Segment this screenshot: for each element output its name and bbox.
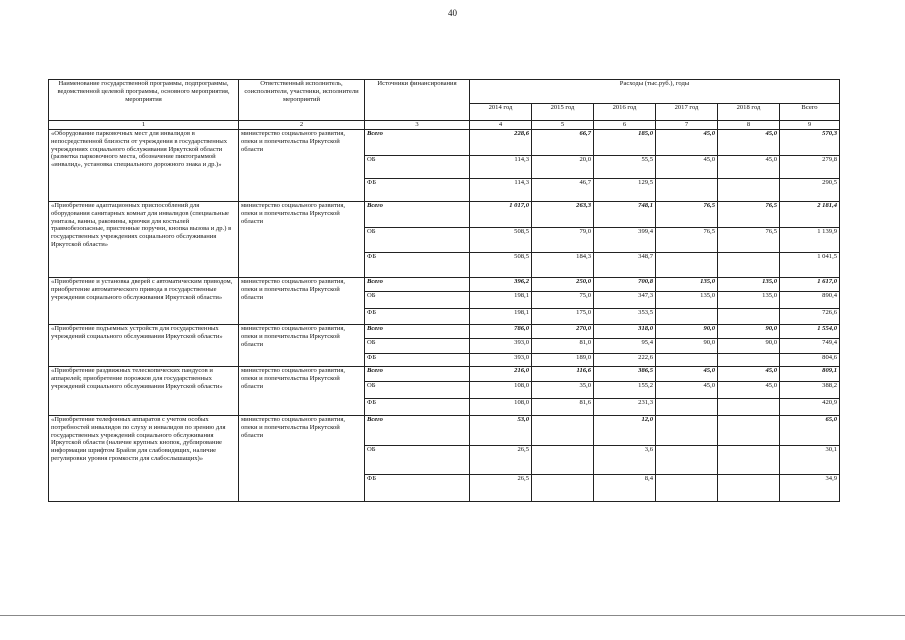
value-cell-2015: 250,0 <box>532 278 594 292</box>
measure-executor: министерство социального развития, опеки и попечительства Иркутской области <box>239 130 365 202</box>
value-cell-2017: 45,0 <box>656 367 718 382</box>
funding-source-label: Всего <box>367 325 383 332</box>
funding-source <box>365 253 470 278</box>
funding-source-label: ОБ <box>367 156 376 163</box>
value-cell-2017 <box>656 253 718 278</box>
header-executor: Ответственный исполнитель, соисполнители, участники, исполнители мероприятий <box>239 80 365 121</box>
value-cell-2014: 393,0 <box>470 354 532 367</box>
value-cell-2016: 748,1 <box>594 202 656 228</box>
value-cell-2015: 66,7 <box>532 130 594 156</box>
funding-source <box>365 354 470 367</box>
measure-name: «Оборудование парковочных мест для инвалидов в непосредственной близости от учреждения в государственных учреждениях социального обслуживания Иркутской области (разметка парковочного места, обозначение пиктограммой «инвалид», установка специального дорожного знака и др.)» <box>49 130 239 202</box>
header-expenses: Расходы (тыс.руб.), годы <box>470 80 840 104</box>
value-cell-2018 <box>718 416 780 446</box>
header-year: 2016 год <box>594 104 656 121</box>
value-cell-2016: 12,0 <box>594 416 656 446</box>
value-cell-2016: 347,3 <box>594 292 656 309</box>
value-cell-2015: 79,0 <box>532 228 594 253</box>
value-cell-2014: 508,5 <box>470 253 532 278</box>
value-cell-2018: 45,0 <box>718 156 780 179</box>
value-cell-2018: 45,0 <box>718 367 780 382</box>
value-cell-2016: 155,2 <box>594 382 656 399</box>
value-cell-2018 <box>718 399 780 416</box>
page-bottom-edge <box>0 615 905 616</box>
value-cell-2015: 20,0 <box>532 156 594 179</box>
funding-source <box>365 130 470 156</box>
header-year: 2014 год <box>470 104 532 121</box>
funding-source <box>365 292 470 309</box>
table-row <box>49 202 840 228</box>
table-row <box>49 416 840 446</box>
column-number: 8 <box>718 121 780 130</box>
value-cell-2018: 135,0 <box>718 278 780 292</box>
value-cell-2015: 175,0 <box>532 309 594 325</box>
value-cell-total: 570,3 <box>780 130 840 156</box>
funding-source <box>365 228 470 253</box>
value-cell-2018 <box>718 309 780 325</box>
column-number: 1 <box>49 121 239 130</box>
value-cell-2017: 135,0 <box>656 292 718 309</box>
funding-source-label: Всего <box>367 416 383 423</box>
funding-source-label: ОБ <box>367 228 376 235</box>
value-cell-2014: 228,6 <box>470 130 532 156</box>
value-cell-2018 <box>718 354 780 367</box>
funding-source <box>365 325 470 339</box>
value-cell-2017: 76,5 <box>656 202 718 228</box>
value-cell-2017 <box>656 179 718 202</box>
value-cell-2018 <box>718 475 780 502</box>
column-number: 9 <box>780 121 840 130</box>
measure-executor: министерство социального развития, опеки и попечительства Иркутской области <box>239 416 365 502</box>
budget-table <box>48 79 840 502</box>
funding-source-label: ФБ <box>367 354 376 361</box>
funding-source-label: Всего <box>367 130 383 137</box>
funding-source-label: ФБ <box>367 179 376 186</box>
value-cell-2015: 81,6 <box>532 399 594 416</box>
funding-source <box>365 399 470 416</box>
value-cell-total: 726,6 <box>780 309 840 325</box>
value-cell-2014: 1 017,0 <box>470 202 532 228</box>
value-cell-2014: 53,0 <box>470 416 532 446</box>
funding-source-label: Всего <box>367 367 383 374</box>
value-cell-2017: 90,0 <box>656 339 718 354</box>
measure-executor: министерство социального развития, опеки и попечительства Иркутской области <box>239 278 365 325</box>
value-cell-2014: 198,1 <box>470 309 532 325</box>
funding-source-label: Всего <box>367 278 383 285</box>
value-cell-total: 1 617,0 <box>780 278 840 292</box>
value-cell-2018: 76,5 <box>718 228 780 253</box>
value-cell-2015: 75,0 <box>532 292 594 309</box>
value-cell-2016: 348,7 <box>594 253 656 278</box>
table-row <box>49 367 840 382</box>
value-cell-2016: 95,4 <box>594 339 656 354</box>
value-cell-2014: 508,5 <box>470 228 532 253</box>
value-cell-2017: 90,0 <box>656 325 718 339</box>
column-number: 3 <box>365 121 470 130</box>
measure-executor: министерство социального развития, опеки и попечительства Иркутской области <box>239 202 365 278</box>
value-cell-2016: 353,5 <box>594 309 656 325</box>
funding-source <box>365 416 470 446</box>
funding-source-label: Всего <box>367 202 383 209</box>
value-cell-2017 <box>656 416 718 446</box>
measure-name: «Приобретение адаптационных приспособлений для оборудования санитарных комнат для инвалидов (специальные унитазы, ванны, раковины, крючки для костылей травмобезопасные, пристенные поручни, кнопка вызова и др.) в государственных учреждениях социального обслуживания Иркутской области» <box>49 202 239 278</box>
value-cell-2017 <box>656 475 718 502</box>
value-cell-2016: 3,6 <box>594 446 656 475</box>
value-cell-2017 <box>656 399 718 416</box>
value-cell-2015: 263,3 <box>532 202 594 228</box>
value-cell-2015: 189,0 <box>532 354 594 367</box>
value-cell-total: 65,0 <box>780 416 840 446</box>
column-number: 2 <box>239 121 365 130</box>
funding-source <box>365 202 470 228</box>
value-cell-2018: 45,0 <box>718 130 780 156</box>
measure-name: «Приобретение подъемных устройств для государственных учреждений социального обслуживания Иркутской области» <box>49 325 239 367</box>
header-year: 2018 год <box>718 104 780 121</box>
funding-source <box>365 446 470 475</box>
funding-source-label: ОБ <box>367 446 376 453</box>
value-cell-2016: 129,5 <box>594 179 656 202</box>
funding-source <box>365 475 470 502</box>
value-cell-2016: 8,4 <box>594 475 656 502</box>
value-cell-2017: 135,0 <box>656 278 718 292</box>
header-total: Всего <box>780 104 840 121</box>
value-cell-2017 <box>656 446 718 475</box>
value-cell-total: 1 041,5 <box>780 253 840 278</box>
funding-source-label: ОБ <box>367 292 376 299</box>
funding-source-label: ОБ <box>367 382 376 389</box>
value-cell-total: 290,5 <box>780 179 840 202</box>
value-cell-total: 804,6 <box>780 354 840 367</box>
value-cell-2015: 116,6 <box>532 367 594 382</box>
value-cell-2014: 396,2 <box>470 278 532 292</box>
funding-source <box>365 179 470 202</box>
value-cell-2018: 45,0 <box>718 382 780 399</box>
measure-name: «Приобретение телефонных аппаратов с учетом особых потребностей инвалидов по слуху и инвалидов по зрению для государственных учреждений социального обслуживания Иркутской области (наличие крупных кнопок, дублирование информации шрифтом Брайля для слабовидящих, наличие регулировки уровня громкости для слабослышащих)» <box>49 416 239 502</box>
value-cell-total: 1 554,0 <box>780 325 840 339</box>
funding-source <box>365 367 470 382</box>
value-cell-2014: 26,5 <box>470 475 532 502</box>
value-cell-2014: 393,0 <box>470 339 532 354</box>
page-number: 40 <box>448 8 457 18</box>
column-number: 6 <box>594 121 656 130</box>
measure-executor: министерство социального развития, опеки и попечительства Иркутской области <box>239 367 365 416</box>
value-cell-2018 <box>718 179 780 202</box>
column-number: 7 <box>656 121 718 130</box>
value-cell-2014: 114,3 <box>470 179 532 202</box>
value-cell-2017: 45,0 <box>656 382 718 399</box>
value-cell-2015 <box>532 446 594 475</box>
funding-source-label: ОБ <box>367 339 376 346</box>
table-row <box>49 130 840 156</box>
value-cell-2014: 26,5 <box>470 446 532 475</box>
value-cell-2018: 90,0 <box>718 325 780 339</box>
funding-source-label: ФБ <box>367 399 376 406</box>
measure-name: «Приобретение и установка дверей с автоматическим приводом, приобретение автоматического привода в государственные учреждения социального обслуживания Иркутской области» <box>49 278 239 325</box>
value-cell-2016: 700,8 <box>594 278 656 292</box>
value-cell-2014: 216,0 <box>470 367 532 382</box>
value-cell-total: 2 181,4 <box>780 202 840 228</box>
table-row <box>49 325 840 339</box>
value-cell-2018: 90,0 <box>718 339 780 354</box>
value-cell-total: 388,2 <box>780 382 840 399</box>
value-cell-2018: 135,0 <box>718 292 780 309</box>
value-cell-2016: 222,6 <box>594 354 656 367</box>
header-source: Источники финансирования <box>365 80 470 121</box>
value-cell-2016: 386,5 <box>594 367 656 382</box>
value-cell-2017: 45,0 <box>656 156 718 179</box>
header-year: 2015 год <box>532 104 594 121</box>
header-year: 2017 год <box>656 104 718 121</box>
value-cell-total: 890,4 <box>780 292 840 309</box>
value-cell-2014: 114,3 <box>470 156 532 179</box>
funding-source-label: ФБ <box>367 475 376 482</box>
value-cell-2018 <box>718 253 780 278</box>
value-cell-total: 1 139,9 <box>780 228 840 253</box>
value-cell-2016: 399,4 <box>594 228 656 253</box>
value-cell-total: 30,1 <box>780 446 840 475</box>
value-cell-2016: 318,0 <box>594 325 656 339</box>
value-cell-2014: 108,0 <box>470 382 532 399</box>
funding-source <box>365 309 470 325</box>
header-name: Наименование государственной программы, подпрограммы, ведомственной целевой программы, основного мероприятия, мероприятия <box>49 80 239 121</box>
value-cell-2015 <box>532 416 594 446</box>
value-cell-2015: 81,0 <box>532 339 594 354</box>
value-cell-2014: 198,1 <box>470 292 532 309</box>
value-cell-total: 749,4 <box>780 339 840 354</box>
value-cell-total: 279,8 <box>780 156 840 179</box>
measure-executor: министерство социального развития, опеки и попечительства Иркутской области <box>239 325 365 367</box>
measure-name: «Приобретение раздвижных телескопических пандусов и аппарелей; приобретение порожков для государственных учреждений социального обслуживания Иркутской области» <box>49 367 239 416</box>
funding-source-label: ФБ <box>367 309 376 316</box>
value-cell-2014: 786,0 <box>470 325 532 339</box>
value-cell-total: 420,9 <box>780 399 840 416</box>
table-row <box>49 278 840 292</box>
value-cell-2017: 76,5 <box>656 228 718 253</box>
value-cell-2015: 270,0 <box>532 325 594 339</box>
column-number: 5 <box>532 121 594 130</box>
value-cell-2015 <box>532 475 594 502</box>
funding-source <box>365 278 470 292</box>
funding-source <box>365 382 470 399</box>
value-cell-2015: 184,3 <box>532 253 594 278</box>
value-cell-2018 <box>718 446 780 475</box>
value-cell-2017: 45,0 <box>656 130 718 156</box>
value-cell-total: 809,1 <box>780 367 840 382</box>
funding-source <box>365 156 470 179</box>
value-cell-2016: 231,3 <box>594 399 656 416</box>
value-cell-2017 <box>656 354 718 367</box>
funding-source-label: ФБ <box>367 253 376 260</box>
value-cell-2018: 76,5 <box>718 202 780 228</box>
funding-source <box>365 339 470 354</box>
value-cell-2015: 35,0 <box>532 382 594 399</box>
value-cell-total: 34,9 <box>780 475 840 502</box>
column-number: 4 <box>470 121 532 130</box>
value-cell-2017 <box>656 309 718 325</box>
value-cell-2014: 108,0 <box>470 399 532 416</box>
value-cell-2016: 55,5 <box>594 156 656 179</box>
value-cell-2015: 46,7 <box>532 179 594 202</box>
value-cell-2016: 185,0 <box>594 130 656 156</box>
